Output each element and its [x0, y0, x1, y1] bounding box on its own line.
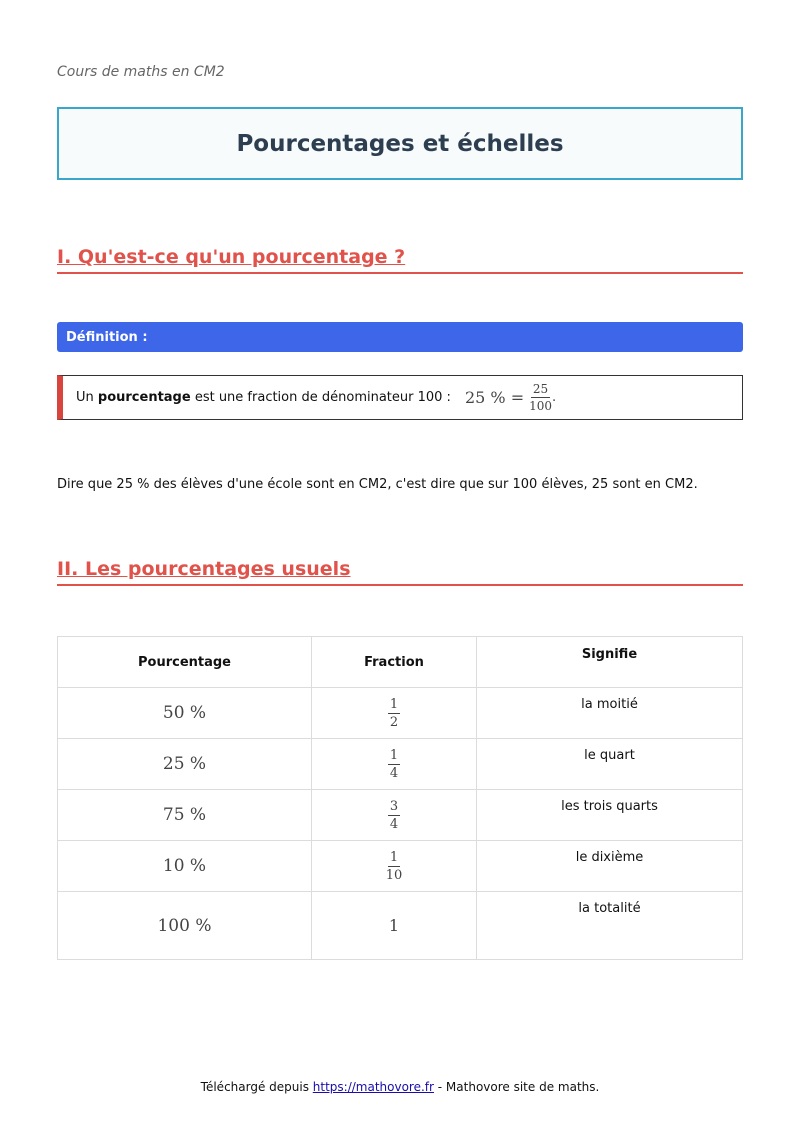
footer [0, 1080, 800, 1094]
fraction-cell [312, 688, 477, 739]
percent-cell: 25 % [58, 739, 312, 790]
formula-lhs: 25 % = [464, 388, 525, 407]
page-title-box [57, 107, 743, 180]
percent-cell: 75 % [58, 790, 312, 841]
percent-cell: 10 % [58, 841, 312, 892]
fraction [386, 851, 403, 882]
meaning-cell: la totalité [477, 892, 743, 960]
table-row [58, 739, 743, 790]
denominator: 10 [385, 868, 403, 883]
table-row [58, 892, 743, 960]
numerator: 3 [389, 799, 399, 814]
explanation-paragraph: Dire que 25 % des élèves d'une école sont en CM2, c'est dire que sur 100 élèves, 25 sont en CM2. [57, 477, 698, 492]
meaning-cell: le dixième [477, 841, 743, 892]
definition-keyword: pourcentage [97, 390, 191, 405]
fraction [388, 800, 400, 831]
denominator: 4 [389, 817, 399, 832]
table-row [58, 790, 743, 841]
page-title: Pourcentages et échelles [236, 130, 564, 157]
definition-suffix: est une fraction de dénominateur 100 : [190, 390, 451, 405]
denominator: 4 [389, 766, 399, 781]
percentages-table [57, 636, 743, 960]
header-fraction: Fraction [312, 637, 477, 688]
section-1-heading [57, 246, 743, 274]
table-header-row [58, 637, 743, 688]
definition-bar [57, 322, 743, 352]
fraction [388, 698, 400, 729]
section-2-title: II. Les pourcentages usuels [57, 558, 351, 580]
formula-period: . [552, 390, 557, 405]
footer-link[interactable]: https://mathovore.fr [312, 1080, 434, 1094]
formula-fraction [529, 383, 552, 412]
table-row [58, 688, 743, 739]
numerator: 1 [389, 850, 399, 865]
fraction-cell [312, 739, 477, 790]
fraction [388, 749, 400, 780]
fraction-cell: 1 [312, 892, 477, 960]
numerator: 1 [389, 748, 399, 763]
fraction-cell [312, 841, 477, 892]
definition-text [76, 390, 451, 405]
definition-prefix: Un [76, 390, 98, 405]
meaning-cell: la moitié [477, 688, 743, 739]
header-signifie: Signifie [477, 637, 743, 688]
section-1-title: I. Qu'est-ce qu'un pourcentage ? [57, 246, 406, 268]
table-row [58, 841, 743, 892]
numerator: 1 [389, 697, 399, 712]
header-pourcentage: Pourcentage [58, 637, 312, 688]
meaning-cell: les trois quarts [477, 790, 743, 841]
footer-prefix: Téléchargé depuis [200, 1080, 313, 1094]
footer-suffix: - Mathovore site de maths. [433, 1080, 600, 1094]
percent-cell: 100 % [58, 892, 312, 960]
meaning-cell: le quart [477, 739, 743, 790]
percent-cell: 50 % [58, 688, 312, 739]
definition-formula [465, 383, 556, 412]
formula-numerator: 25 [532, 382, 549, 396]
section-2-heading [57, 558, 743, 586]
denominator: 2 [389, 715, 399, 730]
course-label: Cours de maths en CM2 [57, 64, 225, 80]
fraction-cell [312, 790, 477, 841]
formula-denominator: 100 [529, 399, 552, 413]
definition-label: Définition : [66, 329, 148, 345]
definition-box [57, 375, 743, 420]
